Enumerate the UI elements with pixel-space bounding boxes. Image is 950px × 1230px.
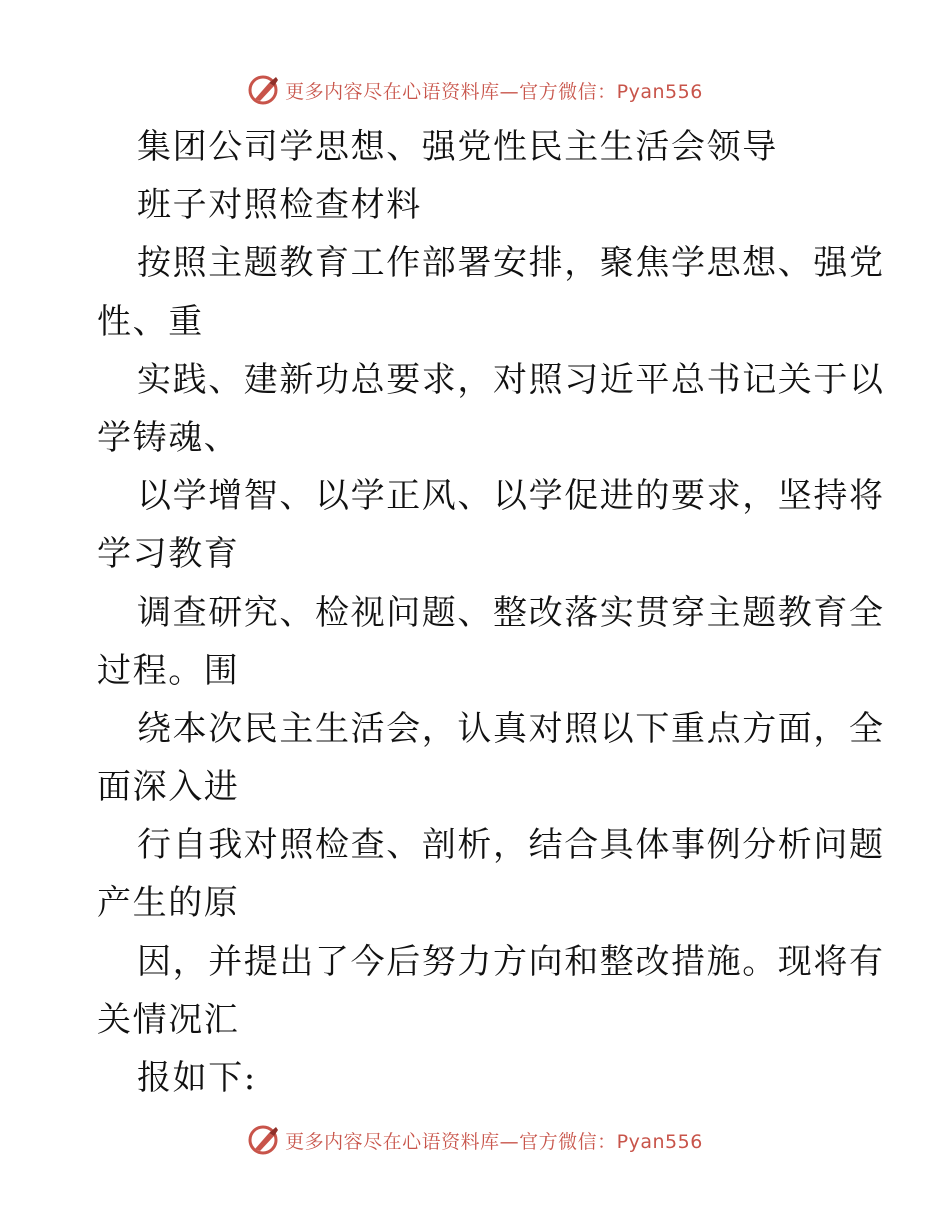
watermark-text: 更多内容尽在心语资料库—官方微信：Pyan556 [285,1130,703,1153]
paragraph-line: 产生的原 [97,883,240,924]
pen-seal-icon [247,73,281,107]
document-title-line-1: 集团公司学思想、强党性民主生活会领导 [137,127,778,167]
header-watermark [0,70,950,110]
paragraph-line: 以学增智、以学正风、以学促进的要求，坚持将 [137,476,885,517]
pen-seal-icon [247,1123,281,1157]
document-body [97,118,885,1107]
paragraph-line: 关情况汇 [97,999,240,1040]
paragraph-line: 行自我对照检查、剖析，结合具体事例分析问题 [137,825,885,866]
paragraph-line: 过程。围 [97,650,240,691]
paragraph-line: 按照主题教育工作部署安排，聚焦学思想、强党 [137,243,885,284]
paragraph-line: 学铸魂、 [97,417,240,458]
watermark-text: 更多内容尽在心语资料库—官方微信：Pyan556 [285,80,703,103]
paragraph-line: 面深入进 [97,767,240,808]
document-title-line-2: 班子对照检查材料 [137,185,422,226]
footer-watermark [0,1120,950,1160]
paragraph-line: 调查研究、检视问题、整改落实贯穿主题教育全 [137,592,885,633]
paragraph-line: 报如下: [137,1058,257,1098]
paragraph-line: 实践、建新功总要求，对照习近平总书记关于以 [137,359,885,400]
paragraph-line: 绕本次民主生活会，认真对照以下重点方面，全 [137,708,885,749]
paragraph-line: 学习教育 [97,534,240,575]
paragraph-line: 性、重 [97,301,204,342]
paragraph-line: 因，并提出了今后努力方向和整改措施。现将有 [137,941,885,982]
